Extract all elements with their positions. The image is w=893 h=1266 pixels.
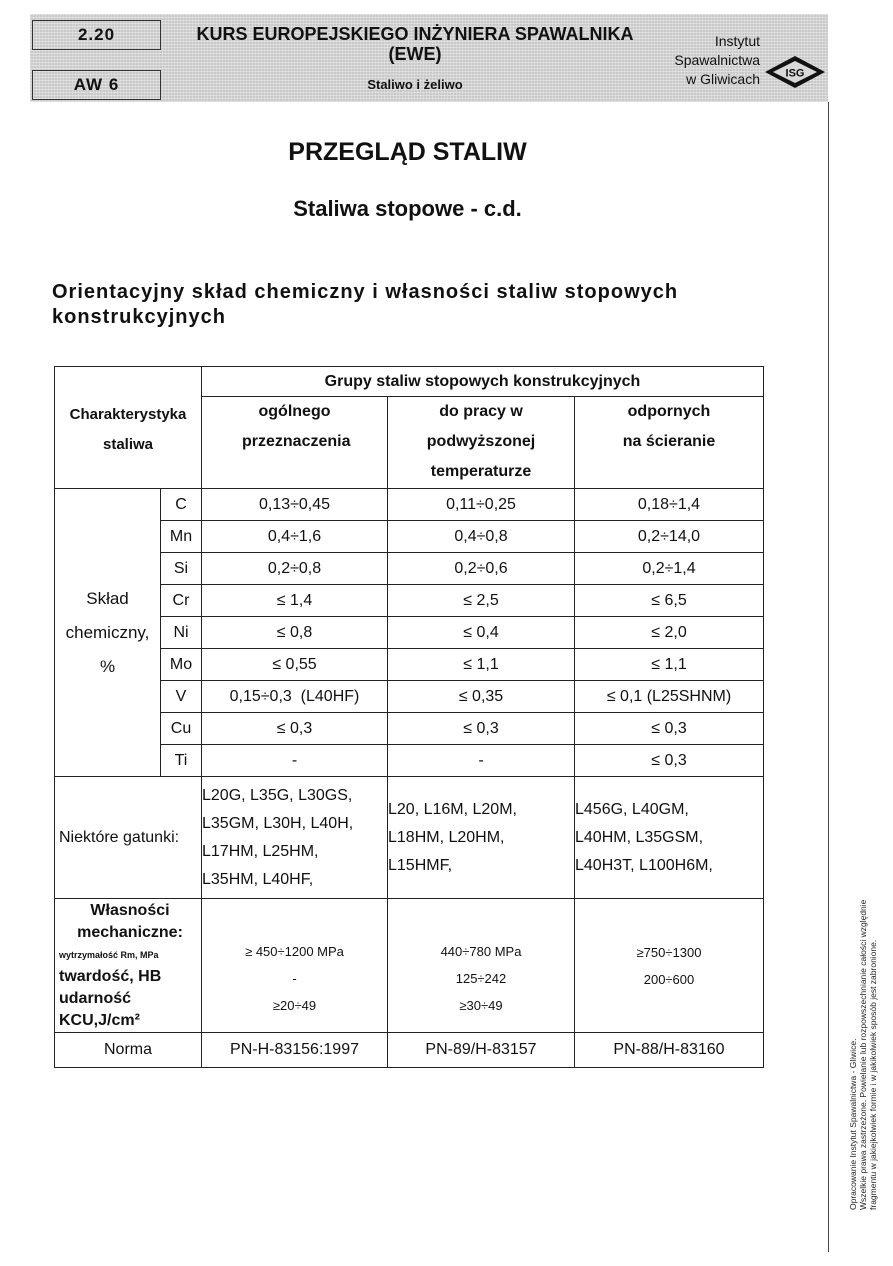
table-cell: ≤ 6,5: [575, 585, 764, 617]
table-cell: ≤ 2,0: [575, 617, 764, 649]
norm-high-temp: PN-89/H-83157: [388, 1033, 575, 1068]
steel-properties-table: [54, 366, 764, 1068]
element-symbol: Si: [161, 553, 202, 585]
table-cell: 0,13÷0,45: [202, 489, 388, 521]
grades-abrasion: L456G, L40GM, L40HM, L35GSM, L40H3T, L100H6M,: [575, 777, 764, 899]
table-cell: ≤ 0,3: [202, 713, 388, 745]
section-title: Orientacyjny skład chemiczny i własności staliw stopowych konstrukcyjnych: [52, 281, 679, 328]
logo-text: ISG: [785, 67, 805, 80]
mech-label: Własności mechaniczne: wytrzymałość Rm, MPa twardość, HB udarność KCU,J/cm²: [55, 899, 202, 1033]
groups-header: Grupy staliw stopowych konstrukcyjnych: [202, 367, 764, 397]
grades-high-temp: L20, L16M, L20M, L18HM, L20HM, L15HMF,: [388, 777, 575, 899]
grades-general: L20G, L35G, L30GS, L35GM, L30H, L40H, L17HM, L25HM, L35HM, L40HF,: [202, 777, 388, 899]
table-cell: ≤ 0,4: [388, 617, 575, 649]
grades-label: Niektóre gatunki:: [55, 777, 202, 899]
course-subject: Staliwo i żeliwo: [367, 77, 463, 92]
element-symbol: Ti: [161, 745, 202, 777]
table-cell: 0,4÷0,8: [388, 521, 575, 553]
table-cell: 0,2÷0,6: [388, 553, 575, 585]
document-header: [30, 14, 828, 102]
char-header: Charakterystyka staliwa: [55, 367, 202, 489]
element-symbol: Mn: [161, 521, 202, 553]
table-cell: ≤ 1,1: [388, 649, 575, 681]
table-cell: ≤ 0,8: [202, 617, 388, 649]
chem-label: Skład chemiczny, %: [55, 489, 161, 777]
mech-general: ≥ 450÷1200 MPa - ≥20÷49: [202, 899, 388, 1033]
table-cell: 0,15÷0,3 (L40HF): [202, 681, 388, 713]
table-cell: 0,18÷1,4: [575, 489, 764, 521]
col-header-high-temp: do pracy w podwyższonej temperaturze: [388, 397, 575, 489]
page-code: 2.20: [32, 20, 161, 50]
page-title: PRZEGLĄD STALIW: [288, 138, 527, 166]
table-cell: ≤ 0,3: [388, 713, 575, 745]
table-cell: ≤ 0,35: [388, 681, 575, 713]
table-cell: ≤ 1,4: [202, 585, 388, 617]
table-cell: 0,2÷0,8: [202, 553, 388, 585]
mech-abrasion: ≥750÷1300 200÷600: [575, 899, 764, 1033]
table-cell: ≤ 1,1: [575, 649, 764, 681]
element-symbol: Cu: [161, 713, 202, 745]
col-header-abrasion: odpornych na ścieranie: [575, 397, 764, 489]
table-cell: ≤ 0,3: [575, 745, 764, 777]
table-cell: -: [388, 745, 575, 777]
norm-general: PN-H-83156:1997: [202, 1033, 388, 1068]
table-cell: ≤ 0,3: [575, 713, 764, 745]
module-code: AW 6: [32, 70, 161, 100]
table-cell: 0,2÷14,0: [575, 521, 764, 553]
mech-high-temp: 440÷780 MPa 125÷242 ≥30÷49: [388, 899, 575, 1033]
institute-name: Instytut Spawalnictwa w Gliwicach: [674, 33, 760, 87]
table-cell: 0,11÷0,25: [388, 489, 575, 521]
margin-line: [828, 102, 829, 1252]
element-symbol: V: [161, 681, 202, 713]
table-cell: ≤ 0,55: [202, 649, 388, 681]
norm-label: Norma: [55, 1033, 202, 1068]
table-cell: ≤ 0,1 (L25SHNM): [575, 681, 764, 713]
page-subheading: Staliwa stopowe - c.d.: [293, 196, 522, 221]
course-title: KURS EUROPEJSKIEGO INŻYNIERA SPAWALNIKA (EWE): [196, 24, 634, 64]
table-cell: 0,4÷1,6: [202, 521, 388, 553]
institute-logo-icon: [763, 52, 827, 92]
element-symbol: Ni: [161, 617, 202, 649]
copyright-note: Opracowanie Instytut Spawalnictwa - Gliwice. Wszelkie prawa zastrzeżone. Powielanie lub rozpowszechnianie całości względnie fragmentu w jakiejkolwiek formie i w jakikolwiek sposób jest zabronione.: [848, 899, 878, 1210]
table-cell: 0,2÷1,4: [575, 553, 764, 585]
table-cell: -: [202, 745, 388, 777]
norm-abrasion: PN-88/H-83160: [575, 1033, 764, 1068]
col-header-general: ogólnego przeznaczenia: [202, 397, 388, 489]
element-symbol: C: [161, 489, 202, 521]
element-symbol: Cr: [161, 585, 202, 617]
table-cell: ≤ 2,5: [388, 585, 575, 617]
element-symbol: Mo: [161, 649, 202, 681]
